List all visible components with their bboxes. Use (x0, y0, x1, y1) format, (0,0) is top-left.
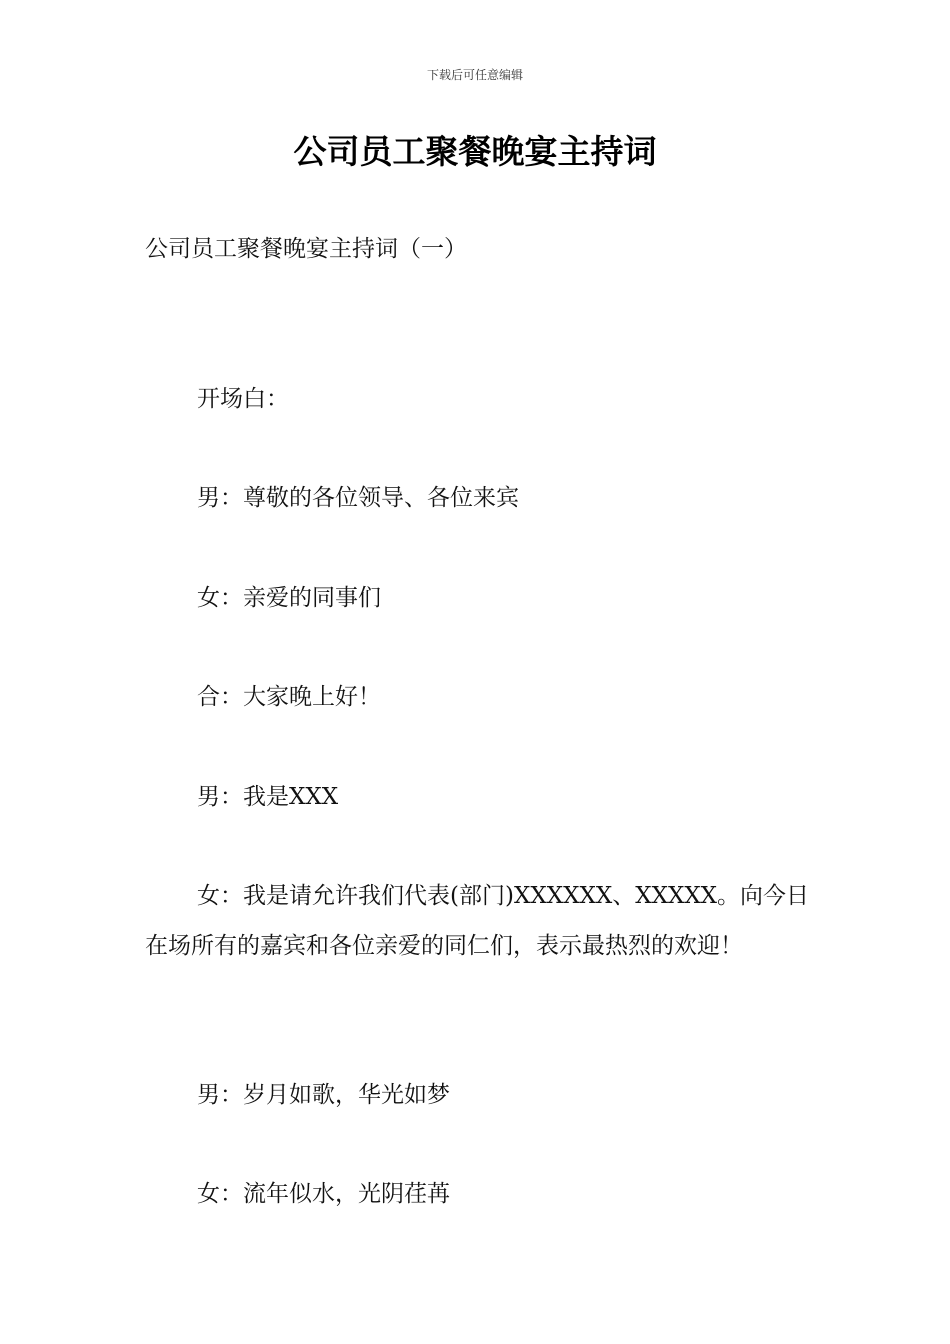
paragraph-male-2: 男：我是XXX (197, 784, 339, 810)
section-subtitle: 公司员工聚餐晚宴主持词（一） (145, 236, 467, 262)
header-note: 下载后可任意编辑 (426, 68, 523, 82)
document-title: 公司员工聚餐晚宴主持词 (293, 132, 657, 171)
paragraph-opening: 开场白： (197, 386, 289, 412)
paragraph-male-3: 男：岁月如歌，华光如梦 (197, 1082, 450, 1108)
paragraph-female-1: 女：亲爱的同事们 (197, 585, 381, 611)
paragraph-together: 合：大家晚上好！ (197, 684, 381, 710)
paragraph-male-1: 男：尊敬的各位领导、各位来宾 (197, 485, 519, 511)
paragraph-female-2: 女：我是请允许我们代表(部门)XXXXXX、XXXXX。向今日在场所有的嘉宾和各位亲爱的同仁们，表示最热烈的欢迎！ (145, 883, 810, 959)
paragraph-female-3: 女：流年似水，光阴荏苒 (197, 1181, 450, 1207)
